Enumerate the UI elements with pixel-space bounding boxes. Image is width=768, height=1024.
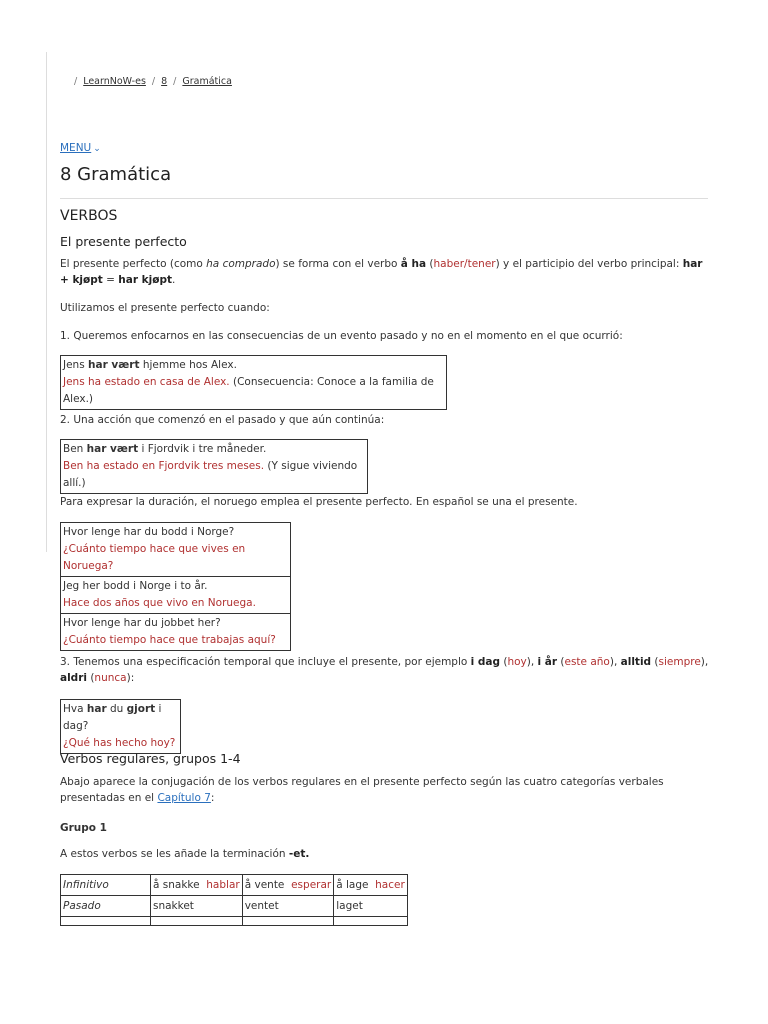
duration-paragraph: Para expresar la duración, el noruego emplea el presente perfecto. En español se una el presente. [60,496,578,508]
section-heading: VERBOS [60,208,118,224]
example-box-1 [60,355,447,410]
text: : [210,792,215,804]
text: (Consecuencia: Conoce a la familia de Alex.) [63,376,434,405]
side-rule [46,52,47,552]
example-spanish: Hace dos años que vivo en Noruega. [63,597,256,609]
text: A estos verbos se les añade la terminación [60,848,289,860]
table-cell [334,875,408,896]
text: Jens [63,359,89,371]
text: El presente perfecto (como [60,258,207,270]
example-norwegian [63,441,365,458]
text-bold: har [86,703,107,715]
text: ( [426,258,434,270]
table-cell [61,577,291,614]
table-row [61,614,291,651]
example-spanish [63,458,365,492]
table-row [61,896,408,917]
example-spanish: ¿Cuánto tiempo hace que vives en Noruega? [63,543,246,572]
translation-text: Jens ha estado en casa de Alex. [63,376,230,388]
example-spanish: ¿Cuánto tiempo hace que trabajas aquí? [63,634,276,646]
table-row [61,523,291,577]
table-cell [242,917,334,926]
text-bold: i år [537,656,558,668]
menu-label: MENU [60,142,92,154]
subheading-presente-perfecto: El presente perfecto [60,234,187,249]
text: . [172,274,176,286]
point-2: 2. Una acción que comenzó en el pasado y que aún continúa: [60,414,385,426]
duration-examples-table [60,522,291,651]
translation-text: siempre [658,656,701,668]
text: (Y sigue viviendo allí.) [63,460,358,489]
example-norwegian [63,357,444,374]
title-divider [60,198,708,199]
text-italic: ha comprado [206,258,276,270]
breadcrumb-separator: / [151,76,156,87]
example-box-3 [60,699,181,754]
regular-intro [60,774,710,806]
uses-intro: Utilizamos el presente perfecto cuando: [60,302,270,314]
translation-text: nunca [94,672,127,684]
text: ) se forma con el verbo [275,258,401,270]
text: i Fjordvik i tre måneder. [138,443,267,455]
breadcrumb-separator: / [74,76,78,87]
translation-text: hoy [507,656,527,668]
page-title: 8 Gramática [60,164,172,185]
table-cell [151,917,243,926]
text-bold: har + kjøpt [60,258,703,286]
point-1: 1. Queremos enfocarnos en las consecuencias de un evento pasado y no en el momento en el que ocurrió: [60,330,623,342]
point-3: 3. Tenemos una especificación temporal que incluye el presente, por ejemplo i dag (hoy), i år (este año), alltid (siempre), aldri (nunca): [60,656,709,684]
breadcrumb [68,76,232,87]
text: = [102,274,119,286]
breadcrumb-link-learnnow[interactable]: LearnNoW-es [83,76,146,87]
table-cell [151,875,243,896]
example-box-2 [60,439,368,494]
subheading-verbos-regulares: Verbos regulares, grupos 1-4 [60,751,241,766]
text-bold: har kjøpt [118,274,173,286]
verb-spanish: esperar [291,879,332,891]
text: i dag? [63,703,162,732]
text: 3. Tenemos una especificación temporal que incluye el presente, por ejemplo [60,656,471,668]
row-label: Infinitivo [61,875,151,896]
verb-norwegian: å vente [244,879,285,891]
translation-text: este año [564,656,610,668]
text-bold: -et. [288,848,310,860]
chapter-7-link[interactable]: Capítulo 7 [157,792,211,804]
text: Abajo aparece la conjugación de los verbos regulares en el presente perfecto según las cuatro categorías verbales presentadas en el [60,776,664,804]
table-cell: ventet [242,896,334,917]
text-bold: i dag [470,656,501,668]
table-cell [242,875,334,896]
table-cell [61,614,291,651]
breadcrumb-separator: / [173,76,177,87]
breadcrumb-link-gramatica[interactable]: Gramática [182,76,232,87]
table-cell [61,523,291,577]
menu-toggle[interactable] [60,142,101,154]
row-label: Pasado [61,896,151,917]
text: hjemme hos Alex. [139,359,237,371]
example-norwegian [63,701,178,735]
text-bold: gjort [126,703,156,715]
translation-text: haber/tener [433,258,496,270]
table-row [61,577,291,614]
text: du [106,703,127,715]
text-bold: har vært [86,443,139,455]
text: ) y el participio del verbo principal: [495,258,683,270]
example-spanish: ¿Qué has hecho hoy? [63,737,176,749]
conjugation-table-group-1 [60,874,408,926]
text: Hva [63,703,87,715]
table-row [61,875,408,896]
breadcrumb-link-8[interactable]: 8 [161,76,168,87]
verb-spanish: hablar [206,879,240,891]
text-bold: har vært [88,359,140,371]
table-cell: laget [334,896,408,917]
example-norwegian: Hvor lenge har du jobbet her? [63,617,221,629]
chevron-down-icon: ⌄ [93,144,101,154]
translation-text: Ben ha estado en Fjordvik tres meses. [63,460,265,472]
table-cell [61,917,151,926]
group-1-heading: Grupo 1 [60,822,107,834]
text-bold: aldri [60,672,87,684]
table-row [61,917,408,926]
text: Ben [63,443,87,455]
table-cell [334,917,408,926]
group-1-text [60,846,710,862]
text-bold: å ha [400,258,427,270]
verb-norwegian: å lage [336,879,369,891]
text-bold: alltid [620,656,652,668]
table-cell: snakket [151,896,243,917]
example-norwegian: Hvor lenge har du bodd i Norge? [63,526,235,538]
example-spanish [63,374,444,408]
example-norwegian: Jeg her bodd i Norge i to år. [63,580,208,592]
verb-spanish: hacer [375,879,405,891]
intro-paragraph [60,256,710,288]
verb-norwegian: å snakke [153,879,200,891]
